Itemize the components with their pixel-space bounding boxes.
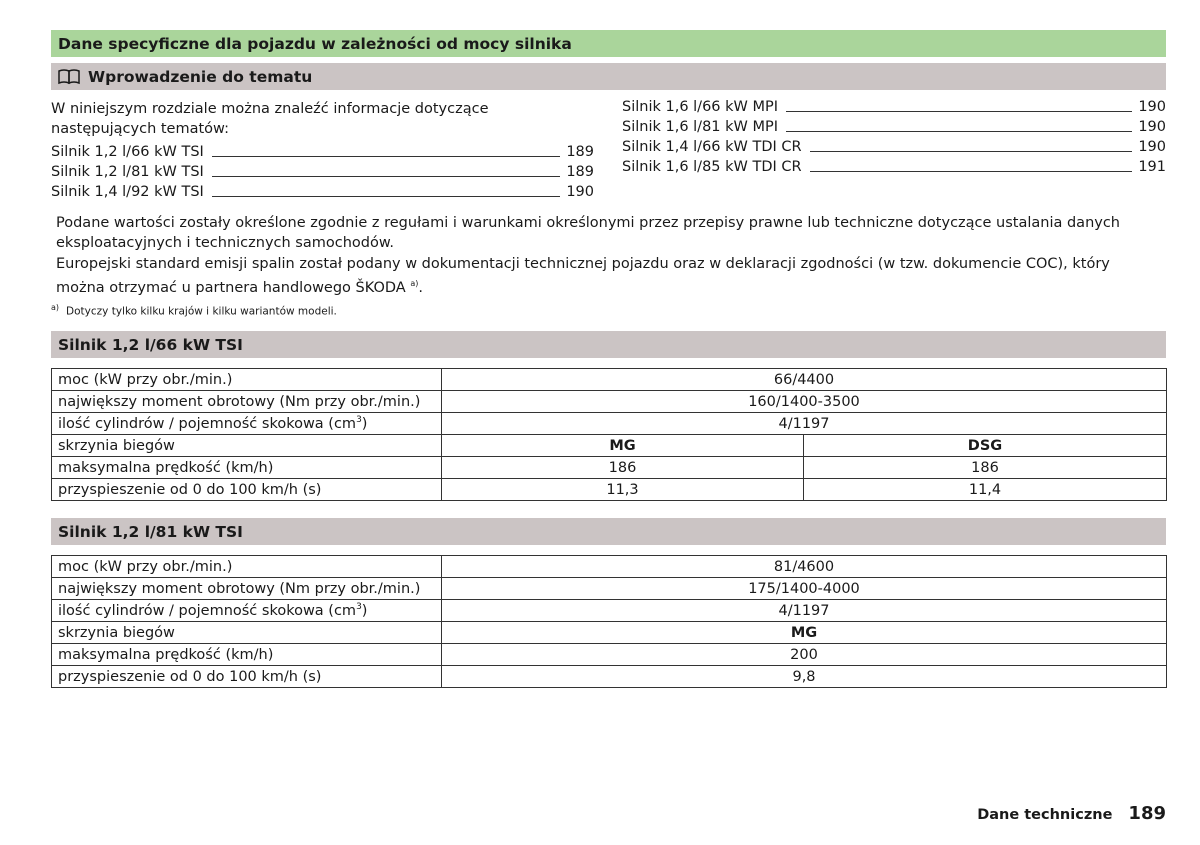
cell-value: 11,4 (804, 479, 1167, 501)
toc-leader (810, 151, 1133, 152)
engine2-title: Silnik 1,2 l/81 kW TSI (58, 522, 243, 541)
intro-title: Wprowadzenie do tematu (88, 67, 313, 86)
row-label: maksymalna prędkość (km/h) (52, 457, 442, 479)
row-label: maksymalna prędkość (km/h) (52, 644, 442, 666)
toc-leader (212, 196, 561, 197)
cell-value: MG (442, 622, 1167, 644)
table-row (52, 391, 1167, 413)
toc-item[interactable] (622, 117, 1166, 137)
table-row (52, 457, 1167, 479)
table-row (52, 479, 1167, 501)
table-row (52, 435, 1167, 457)
table-row (52, 622, 1167, 644)
toc-item[interactable] (51, 182, 594, 202)
toc-item-label: Silnik 1,6 l/81 kW MPI (622, 119, 779, 135)
row-label: największy moment obrotowy (Nm przy obr./min.) (52, 391, 442, 413)
row-label: moc (kW przy obr./min.) (52, 556, 442, 578)
cell-value: 66/4400 (442, 369, 1167, 391)
table-row (52, 413, 1167, 435)
cell-value: DSG (804, 435, 1167, 457)
footnote-ref[interactable]: a) (410, 279, 419, 288)
cell-value: 186 (804, 457, 1167, 479)
page-footer (977, 803, 1166, 824)
cell-value: 9,8 (442, 666, 1167, 688)
toc-item-page: 191 (1138, 159, 1166, 175)
row-label: największy moment obrotowy (Nm przy obr./min.) (52, 578, 442, 600)
page-number: 189 (1128, 803, 1166, 824)
cell-value: 11,3 (442, 479, 804, 501)
cell-value: 4/1197 (442, 413, 1167, 435)
cell-value: 175/1400-4000 (442, 578, 1167, 600)
toc-leader (212, 156, 561, 157)
cell-value: 186 (442, 457, 804, 479)
table-row (52, 666, 1167, 688)
chapter-title-bar (51, 30, 1166, 57)
toc-item-label: Silnik 1,4 l/66 kW TDI CR (622, 139, 802, 155)
engine1-spec-table (51, 368, 1167, 501)
cell-value: MG (442, 435, 804, 457)
toc-item-page: 190 (1138, 139, 1166, 155)
toc-item[interactable] (51, 162, 594, 182)
engine2-title-bar (51, 518, 1166, 545)
engine1-title: Silnik 1,2 l/66 kW TSI (58, 335, 243, 354)
toc-item-page: 190 (1138, 99, 1166, 115)
row-label: przyspieszenie od 0 do 100 km/h (s) (52, 479, 442, 501)
footer-section: Dane techniczne (977, 807, 1113, 823)
toc-item-label: Silnik 1,2 l/81 kW TSI (51, 164, 204, 180)
row-label: moc (kW przy obr./min.) (52, 369, 442, 391)
table-row (52, 556, 1167, 578)
engine1-title-bar (51, 331, 1166, 358)
row-label: skrzynia biegów (52, 435, 442, 457)
row-label: skrzynia biegów (52, 622, 442, 644)
toc-item-label: Silnik 1,6 l/85 kW TDI CR (622, 159, 802, 175)
toc-item-page: 190 (566, 184, 594, 200)
toc-item-label: Silnik 1,2 l/66 kW TSI (51, 144, 204, 160)
table-row (52, 578, 1167, 600)
engine2-spec-table (51, 555, 1167, 688)
paragraph-emission-text: Europejski standard emisji spalin został podany w dokumentacji technicznej pojazdu oraz w deklaracji zgodności (w tzw. dokumencie COC), który można otrzymać u partnera handlowego ŠKODA (56, 256, 1110, 296)
footnote (51, 300, 337, 320)
toc-leader (212, 176, 561, 177)
toc-item[interactable] (51, 142, 594, 162)
cell-value: 200 (442, 644, 1167, 666)
toc-item[interactable] (622, 157, 1166, 177)
footnote-text: Dotyczy tylko kilku krajów i kilku wariantów modeli. (66, 305, 337, 318)
paragraph-emission: Europejski standard emisji spalin został podany w dokumentacji technicznej pojazdu oraz w deklaracji zgodności (w tzw. dokumencie COC), który można otrzymać u partnera handlowego ŠKODA $^{a)}$. (56, 256, 1110, 296)
row-label: przyspieszenie od 0 do 100 km/h (s) (52, 666, 442, 688)
toc-leader (810, 171, 1133, 172)
paragraph-values: Podane wartości zostały określone zgodnie z regułami i warunkami określonymi przez przepisy prawne lub techniczne dotyczące ustalania danych eksploatacyjnych i technicznych samochodów. (56, 215, 1121, 251)
intro-text: W niniejszym rozdziale można znaleźć informacje dotyczące następujących tematów: (51, 101, 489, 137)
toc-item[interactable] (622, 137, 1166, 157)
toc-item-label: Silnik 1,6 l/66 kW MPI (622, 99, 779, 115)
intro-title-bar (51, 63, 1166, 90)
toc-leader (786, 111, 1132, 112)
toc-item-page: 189 (566, 144, 594, 160)
chapter-title: Dane specyficzne dla pojazdu w zależności od mocy silnika (58, 34, 572, 53)
table-row (52, 600, 1167, 622)
table-row (52, 369, 1167, 391)
book-icon (58, 69, 80, 85)
row-label: ilość cylindrów / pojemność skokowa $(cm^3)$ (52, 600, 442, 622)
toc-item-page: 190 (1138, 119, 1166, 135)
cell-value: 4/1197 (442, 600, 1167, 622)
toc-item-label: Silnik 1,4 l/92 kW TSI (51, 184, 204, 200)
toc-right (622, 97, 1166, 177)
toc-item[interactable] (622, 97, 1166, 117)
table-row (52, 644, 1167, 666)
cell-value: 81/4600 (442, 556, 1167, 578)
toc-item-page: 189 (566, 164, 594, 180)
footnote-mark: a) (51, 303, 60, 312)
toc-leader (786, 131, 1132, 132)
cell-value: 160/1400-3500 (442, 391, 1167, 413)
toc-left (51, 142, 594, 202)
row-label: ilość cylindrów / pojemność skokowa $(cm^3)$ (52, 413, 442, 435)
